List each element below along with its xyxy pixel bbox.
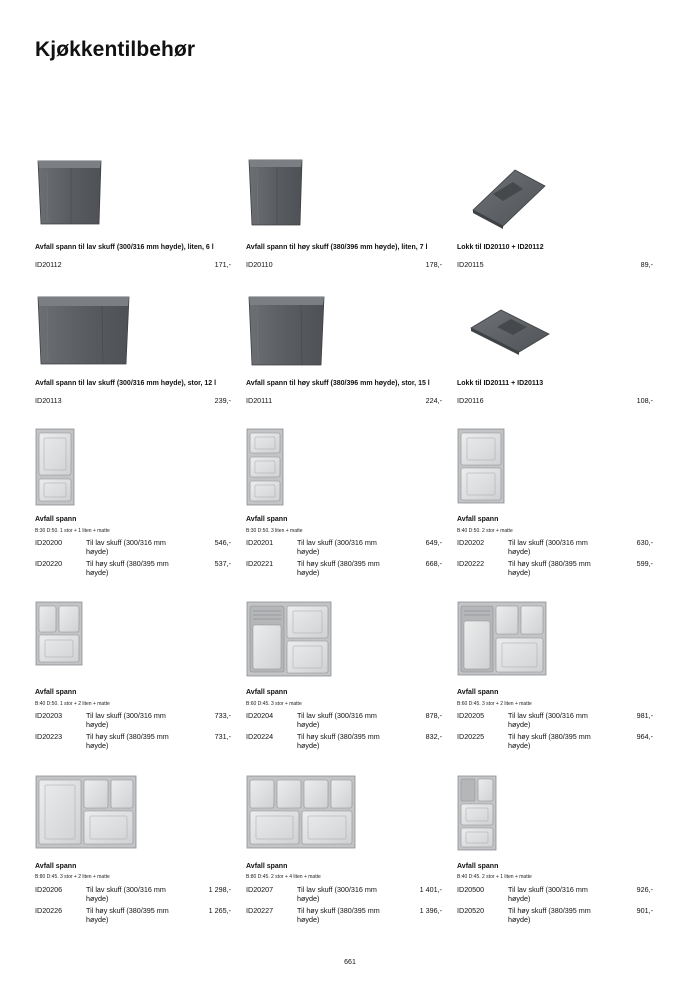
bin-small-icon	[35, 158, 231, 238]
product-id: ID20227	[246, 906, 274, 915]
product-price: 546,-	[214, 538, 231, 547]
product-id: ID20222	[457, 559, 485, 568]
product-spec: B:30 D:50. 1 stor + 1 liten + matte	[35, 528, 110, 534]
variant-description: Til høy skuff (380/395 mm høyde)	[86, 732, 169, 750]
product-name: Avfall spann til lav skuff (300/316 mm høyde), liten, 6 l	[35, 244, 214, 251]
product-price: 878,-	[425, 711, 442, 720]
bin-tall-large-icon	[246, 294, 442, 374]
variant-description: Til lav skuff (300/316 mm høyde)	[508, 538, 588, 556]
insert-30-1big-1small-icon	[35, 428, 231, 508]
product-id: ID20207	[246, 885, 274, 894]
insert-60-3big-icon	[246, 601, 442, 681]
product-name: Avfall spann til høy skuff (380/396 mm høyde), stor, 15 l	[246, 380, 430, 387]
product-price: 239,-	[214, 396, 231, 405]
product-id: ID20116	[457, 396, 484, 405]
product-spec: B:40 D:50. 1 stor + 2 liten + matte	[35, 701, 110, 707]
insert-80-2big-4small-icon	[246, 775, 442, 855]
product-id: ID20200	[35, 538, 63, 547]
product-price: 599,-	[636, 559, 653, 568]
product-id: ID20115	[457, 260, 484, 269]
lid-icon	[457, 294, 653, 374]
product-name: Avfall spann til lav skuff (300/316 mm høyde), stor, 12 l	[35, 380, 217, 387]
product-name: Avfall spann	[457, 516, 499, 523]
variant-description: Til lav skuff (300/316 mm høyde)	[86, 538, 166, 556]
product-price: 171,-	[214, 260, 231, 269]
product-price: 649,-	[425, 538, 442, 547]
variant-description: Til høy skuff (380/395 mm høyde)	[508, 906, 591, 924]
product-price: 1 396,-	[419, 906, 442, 915]
variant-description: Til lav skuff (300/316 mm høyde)	[508, 885, 588, 903]
product-name: Avfall spann	[35, 689, 77, 696]
product-price: 178,-	[425, 260, 442, 269]
product-price: 964,-	[636, 732, 653, 741]
variant-description: Til høy skuff (380/395 mm høyde)	[508, 559, 591, 577]
product-price: 733,-	[214, 711, 231, 720]
product-id: ID20113	[35, 396, 62, 405]
product-spec: B:60 D:45. 3 stor + matte	[246, 701, 302, 707]
lid-icon	[457, 158, 653, 238]
variant-description: Til lav skuff (300/316 mm høyde)	[297, 538, 377, 556]
product-name: Lokk til ID20111 + ID20113	[457, 380, 544, 387]
insert-40-1big-2small-icon	[35, 601, 231, 681]
insert-60-3big-2small-icon	[457, 601, 653, 681]
product-spec: B:40 D:50. 2 stor + matte	[457, 528, 513, 534]
product-id: ID20225	[457, 732, 485, 741]
product-name: Avfall spann	[457, 863, 499, 870]
insert-30-3small-icon	[246, 428, 442, 508]
product-price: 832,-	[425, 732, 442, 741]
product-id: ID20220	[35, 559, 63, 568]
product-price: 981,-	[636, 711, 653, 720]
product-id: ID20223	[35, 732, 63, 741]
product-price: 668,-	[425, 559, 442, 568]
variant-description: Til høy skuff (380/395 mm høyde)	[508, 732, 591, 750]
product-id: ID20203	[35, 711, 63, 720]
product-name: Avfall spann	[246, 689, 288, 696]
product-id: ID20110	[246, 260, 273, 269]
product-id: ID20224	[246, 732, 274, 741]
variant-description: Til høy skuff (380/395 mm høyde)	[297, 559, 380, 577]
product-price: 1 401,-	[419, 885, 442, 894]
variant-description: Til lav skuff (300/316 mm høyde)	[508, 711, 588, 729]
product-id: ID20500	[457, 885, 485, 894]
insert-40-2big-1small-icon	[457, 775, 653, 855]
product-price: 89,-	[640, 260, 653, 269]
product-price: 901,-	[636, 906, 653, 915]
product-spec: B:80 D:45. 3 stor + 2 liten + matte	[35, 874, 110, 880]
insert-80-3big-2small-icon	[35, 775, 231, 855]
product-name: Avfall spann til høy skuff (380/396 mm høyde), liten, 7 l	[246, 244, 428, 251]
product-price: 630,-	[636, 538, 653, 547]
product-price: 537,-	[214, 559, 231, 568]
product-price: 108,-	[636, 396, 653, 405]
product-id: ID20206	[35, 885, 63, 894]
product-spec: B:30 D:50. 3 liten + matte	[246, 528, 303, 534]
bin-large-icon	[35, 294, 231, 374]
product-price: 731,-	[214, 732, 231, 741]
variant-description: Til høy skuff (380/395 mm høyde)	[86, 906, 169, 924]
product-name: Avfall spann	[246, 863, 288, 870]
product-spec: B:40 D:45. 2 stor + 1 liten + matte	[457, 874, 532, 880]
product-id: ID20201	[246, 538, 274, 547]
product-id: ID20221	[246, 559, 274, 568]
page-number: 661	[344, 959, 356, 966]
variant-description: Til høy skuff (380/395 mm høyde)	[297, 906, 380, 924]
product-id: ID20111	[246, 396, 273, 405]
variant-description: Til lav skuff (300/316 mm høyde)	[86, 711, 166, 729]
insert-40-2big-icon	[457, 428, 653, 508]
product-name: Avfall spann	[457, 689, 499, 696]
product-id: ID20202	[457, 538, 485, 547]
product-id: ID20520	[457, 906, 485, 915]
product-name: Avfall spann	[246, 516, 288, 523]
page-title: Kjøkkentilbehør	[35, 38, 196, 61]
variant-description: Til lav skuff (300/316 mm høyde)	[297, 711, 377, 729]
product-name: Avfall spann	[35, 516, 77, 523]
product-price: 224,-	[425, 396, 442, 405]
product-spec: B:60 D:45. 3 stor + 2 liten + matte	[457, 701, 532, 707]
product-price: 1 265,-	[208, 906, 231, 915]
variant-description: Til lav skuff (300/316 mm høyde)	[297, 885, 377, 903]
bin-tall-small-icon	[246, 158, 442, 238]
product-id: ID20204	[246, 711, 274, 720]
product-id: ID20112	[35, 260, 62, 269]
product-name: Lokk til ID20110 + ID20112	[457, 244, 544, 251]
variant-description: Til høy skuff (380/395 mm høyde)	[86, 559, 169, 577]
product-price: 1 298,-	[208, 885, 231, 894]
product-spec: B:80 D:45. 2 stor + 4 liten + matte	[246, 874, 321, 880]
variant-description: Til høy skuff (380/395 mm høyde)	[297, 732, 380, 750]
product-price: 926,-	[636, 885, 653, 894]
product-id: ID20205	[457, 711, 485, 720]
product-name: Avfall spann	[35, 863, 77, 870]
product-id: ID20226	[35, 906, 63, 915]
variant-description: Til lav skuff (300/316 mm høyde)	[86, 885, 166, 903]
